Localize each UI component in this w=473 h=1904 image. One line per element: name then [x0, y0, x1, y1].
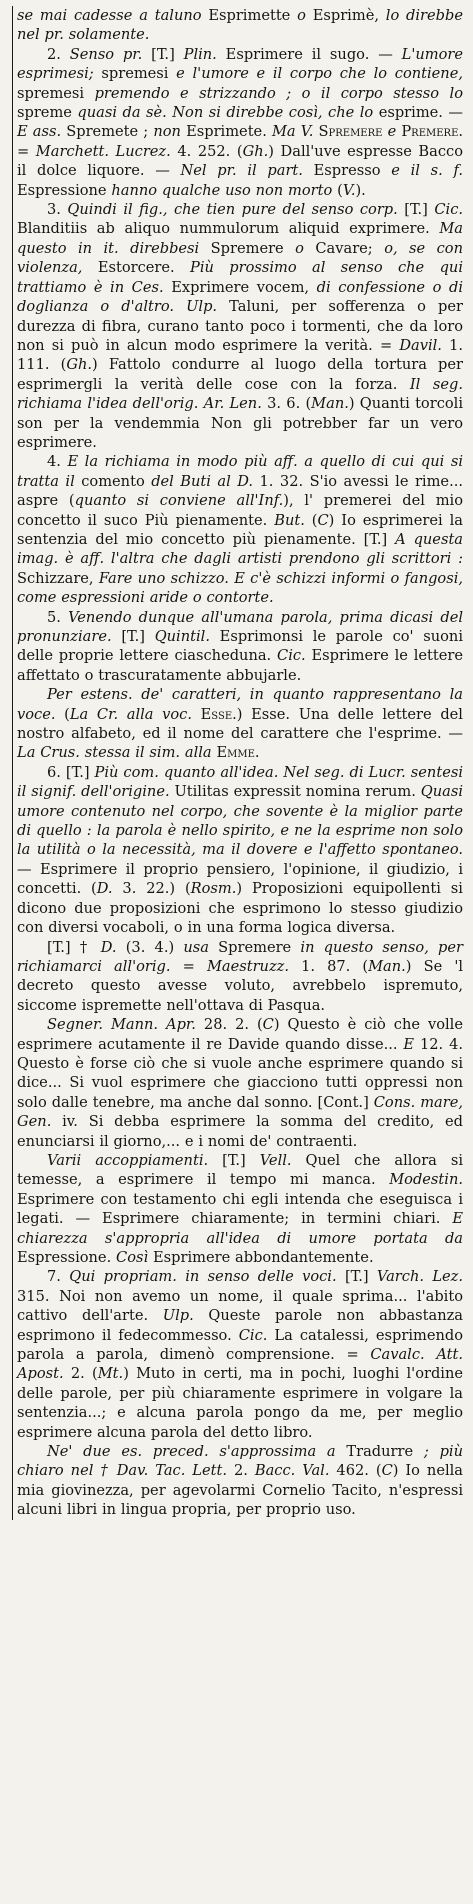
italic-run: Ne' due es. preced. s'approssima a	[47, 1443, 336, 1461]
italic-run: Cons. mare, Gen.	[17, 1093, 463, 1131]
text-run: 3. 6. (	[261, 395, 312, 413]
text-run: 315. Noi non avemo un nome, il quale sprima... l'abito cattivo dell'arte.	[17, 1287, 463, 1325]
text-run: 4.	[47, 453, 68, 471]
smallcaps-run: Emme	[211, 744, 255, 762]
italic-run: Varch. Lez.	[376, 1268, 463, 1286]
entry-paragraph	[17, 45, 463, 200]
entry-paragraph	[17, 1442, 463, 1520]
italic-run: di confessione o di doglianza o d'altro. Ulp.	[17, 278, 464, 316]
text-run: Spremete ;	[61, 123, 154, 141]
italic-run: Rosm.	[190, 880, 237, 898]
italic-run: Mt.	[97, 1365, 124, 1383]
italic-run: A questa imag. è aff. l'altra che dagli artisti prendono gli scrittori :	[17, 530, 464, 568]
text-run: Esprimere con testamento chi egli intenda che eseguisca i legati. — Esprimere chiaramente; in termini chiari.	[17, 1190, 463, 1228]
italic-run: E	[403, 1035, 415, 1053]
italic-run: in questo senso, per richiamarci all'orig.	[17, 938, 463, 975]
italic-run: Nel pr. il part.	[180, 162, 303, 180]
italic-run: Bacc. Val.	[254, 1462, 330, 1480]
text-run: (	[304, 511, 318, 529]
text-run: .) Esse. Una delle lettere del nostro alfabeto, ed il nome del carattere che l'esprime. —	[17, 705, 463, 743]
italic-run: E ass.	[17, 123, 62, 141]
text-run: ) Proposizioni equipollenti si dicono due proposizioni che esprimono lo stesso giudizio con diversi vocaboli, o in una forma logica diversa.	[17, 880, 463, 937]
italic-run: Cic.	[238, 1326, 268, 1344]
italic-run: se mai cadesse a taluno	[17, 7, 202, 24]
text-run: [T.] †	[47, 938, 101, 956]
smallcaps-run: Esse	[191, 705, 233, 723]
italic-run: quanto si conviene all'Inf.	[74, 492, 284, 510]
text-run: Estorcere.	[82, 259, 191, 277]
entry-paragraph	[17, 685, 463, 763]
text-run: Esprimè,	[305, 7, 386, 24]
text-run: 6. [T.]	[47, 763, 95, 781]
italic-run: ; più chiaro nel † Dav. Tac. Lett.	[17, 1443, 463, 1480]
italic-run: Quindi il fig., che tien pure del senso corp.	[67, 201, 398, 219]
italic-run: e il s. f.	[391, 162, 463, 180]
entry-text	[12, 6, 463, 1520]
italic-run: Marchett. Lucrez.	[35, 142, 171, 160]
text-run: ) Io esprimerei la sentenzia del mio concetto più pienamente. [T.]	[17, 511, 463, 548]
italic-run: E la richiama in modo più aff. a quello di cui qui si tratta il	[17, 453, 463, 490]
italic-run: Ma V.	[271, 123, 314, 141]
text-run: esprime. —	[373, 104, 464, 122]
italic-run: C	[381, 1462, 393, 1480]
text-run: (	[55, 705, 70, 723]
text-run: Esprimonsi le parole co' suoni delle proprie lettere ciascheduna.	[17, 628, 463, 665]
entry-paragraph	[17, 200, 463, 452]
italic-run: C	[317, 511, 329, 529]
text-run: 2.	[227, 1462, 255, 1480]
text-run: [T.]	[111, 628, 155, 645]
italic-run: Per estens. de' caratteri, in quanto rappresentano la voce.	[17, 686, 463, 723]
text-run: Spremere	[199, 239, 296, 257]
italic-run: Varii accoppiamenti.	[47, 1151, 209, 1169]
text-run: Tradurre	[335, 1443, 424, 1461]
text-run: ) Muto in certi, ma in pochi, luoghi l'ordine delle parole, per più chiaramente esprimere in volgare la sentenzia...; e alcuna parola pongo da me, per meglio esprimere alcuna parola del detto libro.	[17, 1365, 464, 1441]
italic-run: D.	[100, 938, 117, 956]
italic-run: o, se con violenza,	[17, 239, 463, 277]
italic-run: o	[295, 239, 304, 257]
text-run: [T.]	[336, 1268, 377, 1286]
italic-run: lo direbbe nel pr. solamente.	[17, 7, 463, 44]
text-run: ) Fattolo condurre al luogo della tortura per esprimergli la verità delle cose con la forza.	[17, 356, 463, 393]
italic-run: Maestruzz.	[206, 957, 289, 975]
italic-run: Cavalc. Att. Apost.	[17, 1346, 463, 1383]
italic-run: Modestin.	[389, 1171, 463, 1189]
text-run: Esprimere il sugo. —	[216, 45, 402, 63]
text-run: [T.]	[208, 1151, 260, 1169]
italic-run: Più prossimo al senso che qui trattiamo è in Ces.	[17, 259, 463, 296]
italic-run: Cic.	[277, 647, 306, 665]
italic-run: C	[262, 1016, 274, 1034]
text-run: ) Se 'l decreto questo avesse voluto, avrebbelo ispremuto, siccome ispremette nell'ottava di Pasqua.	[17, 957, 464, 1014]
italic-run: V.	[342, 181, 356, 199]
italic-run: Man.	[368, 957, 406, 975]
italic-run: Plin.	[183, 45, 217, 63]
smallcaps-run: Spremere	[313, 123, 388, 141]
text-run: Cavare;	[303, 239, 385, 257]
text-run: [T.]	[397, 201, 435, 219]
italic-run: D.	[96, 880, 113, 898]
italic-run: Segner. Mann. Apr.	[47, 1016, 196, 1034]
italic-run: Così	[116, 1249, 149, 1266]
text-run: 462. (	[329, 1462, 382, 1480]
text-run: Esprimere le lettere affettato o trascuratamente abbujarle.	[17, 647, 463, 684]
text-run: 3. 22.) (	[112, 880, 191, 898]
italic-run: Più com. quanto all'idea. Nel seg. di Lucr. sentesi il signif. dell'origine.	[17, 763, 463, 801]
italic-run: Il seg. richiama l'idea dell'orig. Ar. Len.	[17, 375, 463, 413]
text-run: Blanditiis ab aliquo nummulorum aliquid exprimere.	[17, 220, 440, 238]
text-run: ) Quanti torcoli son per la vendemmia Non gli potrebber far un vero esprimere.	[17, 395, 463, 451]
text-run: La catalessi, esprimendo parola a parola, dimenò comprensione. =	[17, 1326, 463, 1364]
entry-paragraph	[17, 1151, 463, 1267]
text-run: spremesi	[17, 84, 95, 102]
text-run: Esprimete.	[180, 123, 272, 141]
text-run: spreme	[17, 104, 78, 122]
text-run: 5.	[47, 608, 69, 626]
entry-paragraph	[17, 1267, 463, 1442]
italic-run: non	[153, 123, 181, 141]
entry-paragraph	[17, 1015, 463, 1151]
smallcaps-run: Premere	[396, 123, 459, 141]
italic-run: La Cr. alla voc.	[69, 705, 192, 723]
italic-run: Gh.	[66, 356, 93, 374]
italic-run: Vell.	[259, 1151, 292, 1169]
italic-run: Cic.	[434, 201, 464, 219]
text-run: 7.	[47, 1268, 70, 1286]
text-run: Spremere	[208, 938, 301, 956]
italic-run: premendo e strizzando ; o il corpo stesso lo	[94, 84, 464, 102]
text-run: — Esprimere il proprio pensiero, l'opinione, il giudizio, i concetti. (	[17, 860, 463, 898]
text-run: Espressione.	[17, 1249, 117, 1266]
text-run: Espresso	[302, 162, 392, 180]
italic-run: E chiarezza s'appropria all'idea di umore portata da	[17, 1210, 463, 1247]
text-run: . =	[17, 123, 464, 160]
text-run: ) Dall'uve espresse Bacco il dolce liquore. —	[17, 142, 463, 180]
text-run: 4. 252. (	[170, 142, 243, 160]
italic-run: Quintil.	[154, 628, 210, 645]
italic-run: Qui propriam. in senso delle voci.	[69, 1268, 337, 1286]
entry-paragraph	[17, 452, 463, 607]
entry-paragraph	[17, 763, 463, 938]
italic-run: Fare uno schizzo. E c'è schizzi informi o fangosi, come espressioni aride o contorte.	[17, 569, 464, 607]
text-run: 28. 2. (	[195, 1016, 263, 1034]
text-run: Esprimette	[201, 7, 298, 24]
italic-run: del Buti al D.	[151, 472, 254, 490]
italic-run: usa	[183, 938, 209, 956]
text-run: ), l' premerei del mio concetto il suco Più pienamente.	[17, 492, 463, 529]
entry-paragraph	[17, 938, 463, 1016]
italic-run: Ulp.	[162, 1307, 194, 1325]
text-run: spremesi	[93, 65, 177, 83]
italic-run: Venendo dunque all'umana parola, prima dicasi del pronunziare.	[17, 608, 463, 645]
italic-run: o	[297, 7, 306, 24]
entry-paragraph	[17, 608, 463, 686]
italic-run: Davil.	[399, 336, 442, 354]
text-run: 1. 111. (	[17, 336, 463, 374]
text-run: Exprimere vocem,	[163, 278, 317, 296]
text-run: ).	[355, 181, 366, 199]
italic-run: But.	[274, 511, 305, 529]
text-run: .	[254, 744, 260, 762]
text-run: (3. 4.)	[116, 938, 184, 956]
text-run: comento	[74, 472, 152, 490]
text-run: 3.	[47, 201, 68, 219]
text-run: 2. (	[63, 1365, 98, 1383]
italic-run: Man.	[311, 395, 349, 413]
italic-run: Gh.	[242, 142, 269, 160]
text-run: 2.	[47, 45, 70, 63]
italic-run: quasi da sè. Non si direbbe così, che lo	[77, 104, 374, 122]
text-run: Espressione	[17, 181, 112, 199]
text-run: Esprimere abbondantemente.	[148, 1249, 374, 1266]
italic-run: e	[387, 123, 397, 141]
text-run: Queste parole non abbastanza esprimono il fedecommesso.	[17, 1307, 464, 1344]
text-run: ) Io nella mia giovinezza, per agevolarmi Cornelio Tacito, n'espressi alcuni libri in lingua propria, per proprio uso.	[17, 1462, 464, 1519]
text-run: ) Questo è ciò che volle esprimere acutamente il re Davide quando disse...	[17, 1016, 463, 1053]
italic-run: L'umore esprimesi;	[17, 45, 463, 83]
italic-run: Ma questo in it. direbbesi	[17, 220, 463, 257]
text-run: =	[170, 957, 207, 975]
text-run: Schizzare,	[17, 569, 99, 587]
text-run: 1. 87. (	[288, 957, 369, 975]
text-run: [T.]	[142, 45, 184, 63]
italic-run: La Crus. stessa il sim. alla	[17, 744, 212, 762]
entry-paragraph	[17, 6, 463, 45]
text-run: Utilitas expressit nomina rerum.	[169, 783, 421, 801]
text-run: Quel che allora si temesse, a esprimere il tempo mi manca.	[17, 1151, 464, 1189]
text-run: (	[332, 181, 343, 199]
text-run: Taluni, per sofferenza o per durezza di fibra, curano tanto poco i tormenti, che da loro non si può in alcun modo esprimere la verità. =	[17, 298, 463, 354]
text-run: 12. 4. Questo è forse ciò che si vuole anche esprimere quando si dice... Si vuol esprimere che giacciono tutti oppressi non solo dalle tenebre, ma anche dal sonno. [Cont.]	[17, 1035, 463, 1111]
italic-run: e l'umore e il corpo che lo contiene,	[176, 65, 463, 83]
italic-run: hanno qualche uso non morto	[111, 181, 333, 199]
text-run: 1. 32. S'io avessi le rime... aspre (	[17, 472, 463, 510]
italic-run: Quasi umore contenuto nel corpo, che sovente è la miglior parte di quello : la parola è nello spirito, e ne la esprime non solo la utilità o la necessità, ma il dovere e l'affetto spontaneo.	[17, 783, 463, 859]
text-run: iv. Si debba esprimere la somma del credito, ed enunciarsi il giorno,... e i nomi de' contraenti.	[17, 1113, 463, 1150]
italic-run: Senso pr.	[69, 45, 143, 63]
